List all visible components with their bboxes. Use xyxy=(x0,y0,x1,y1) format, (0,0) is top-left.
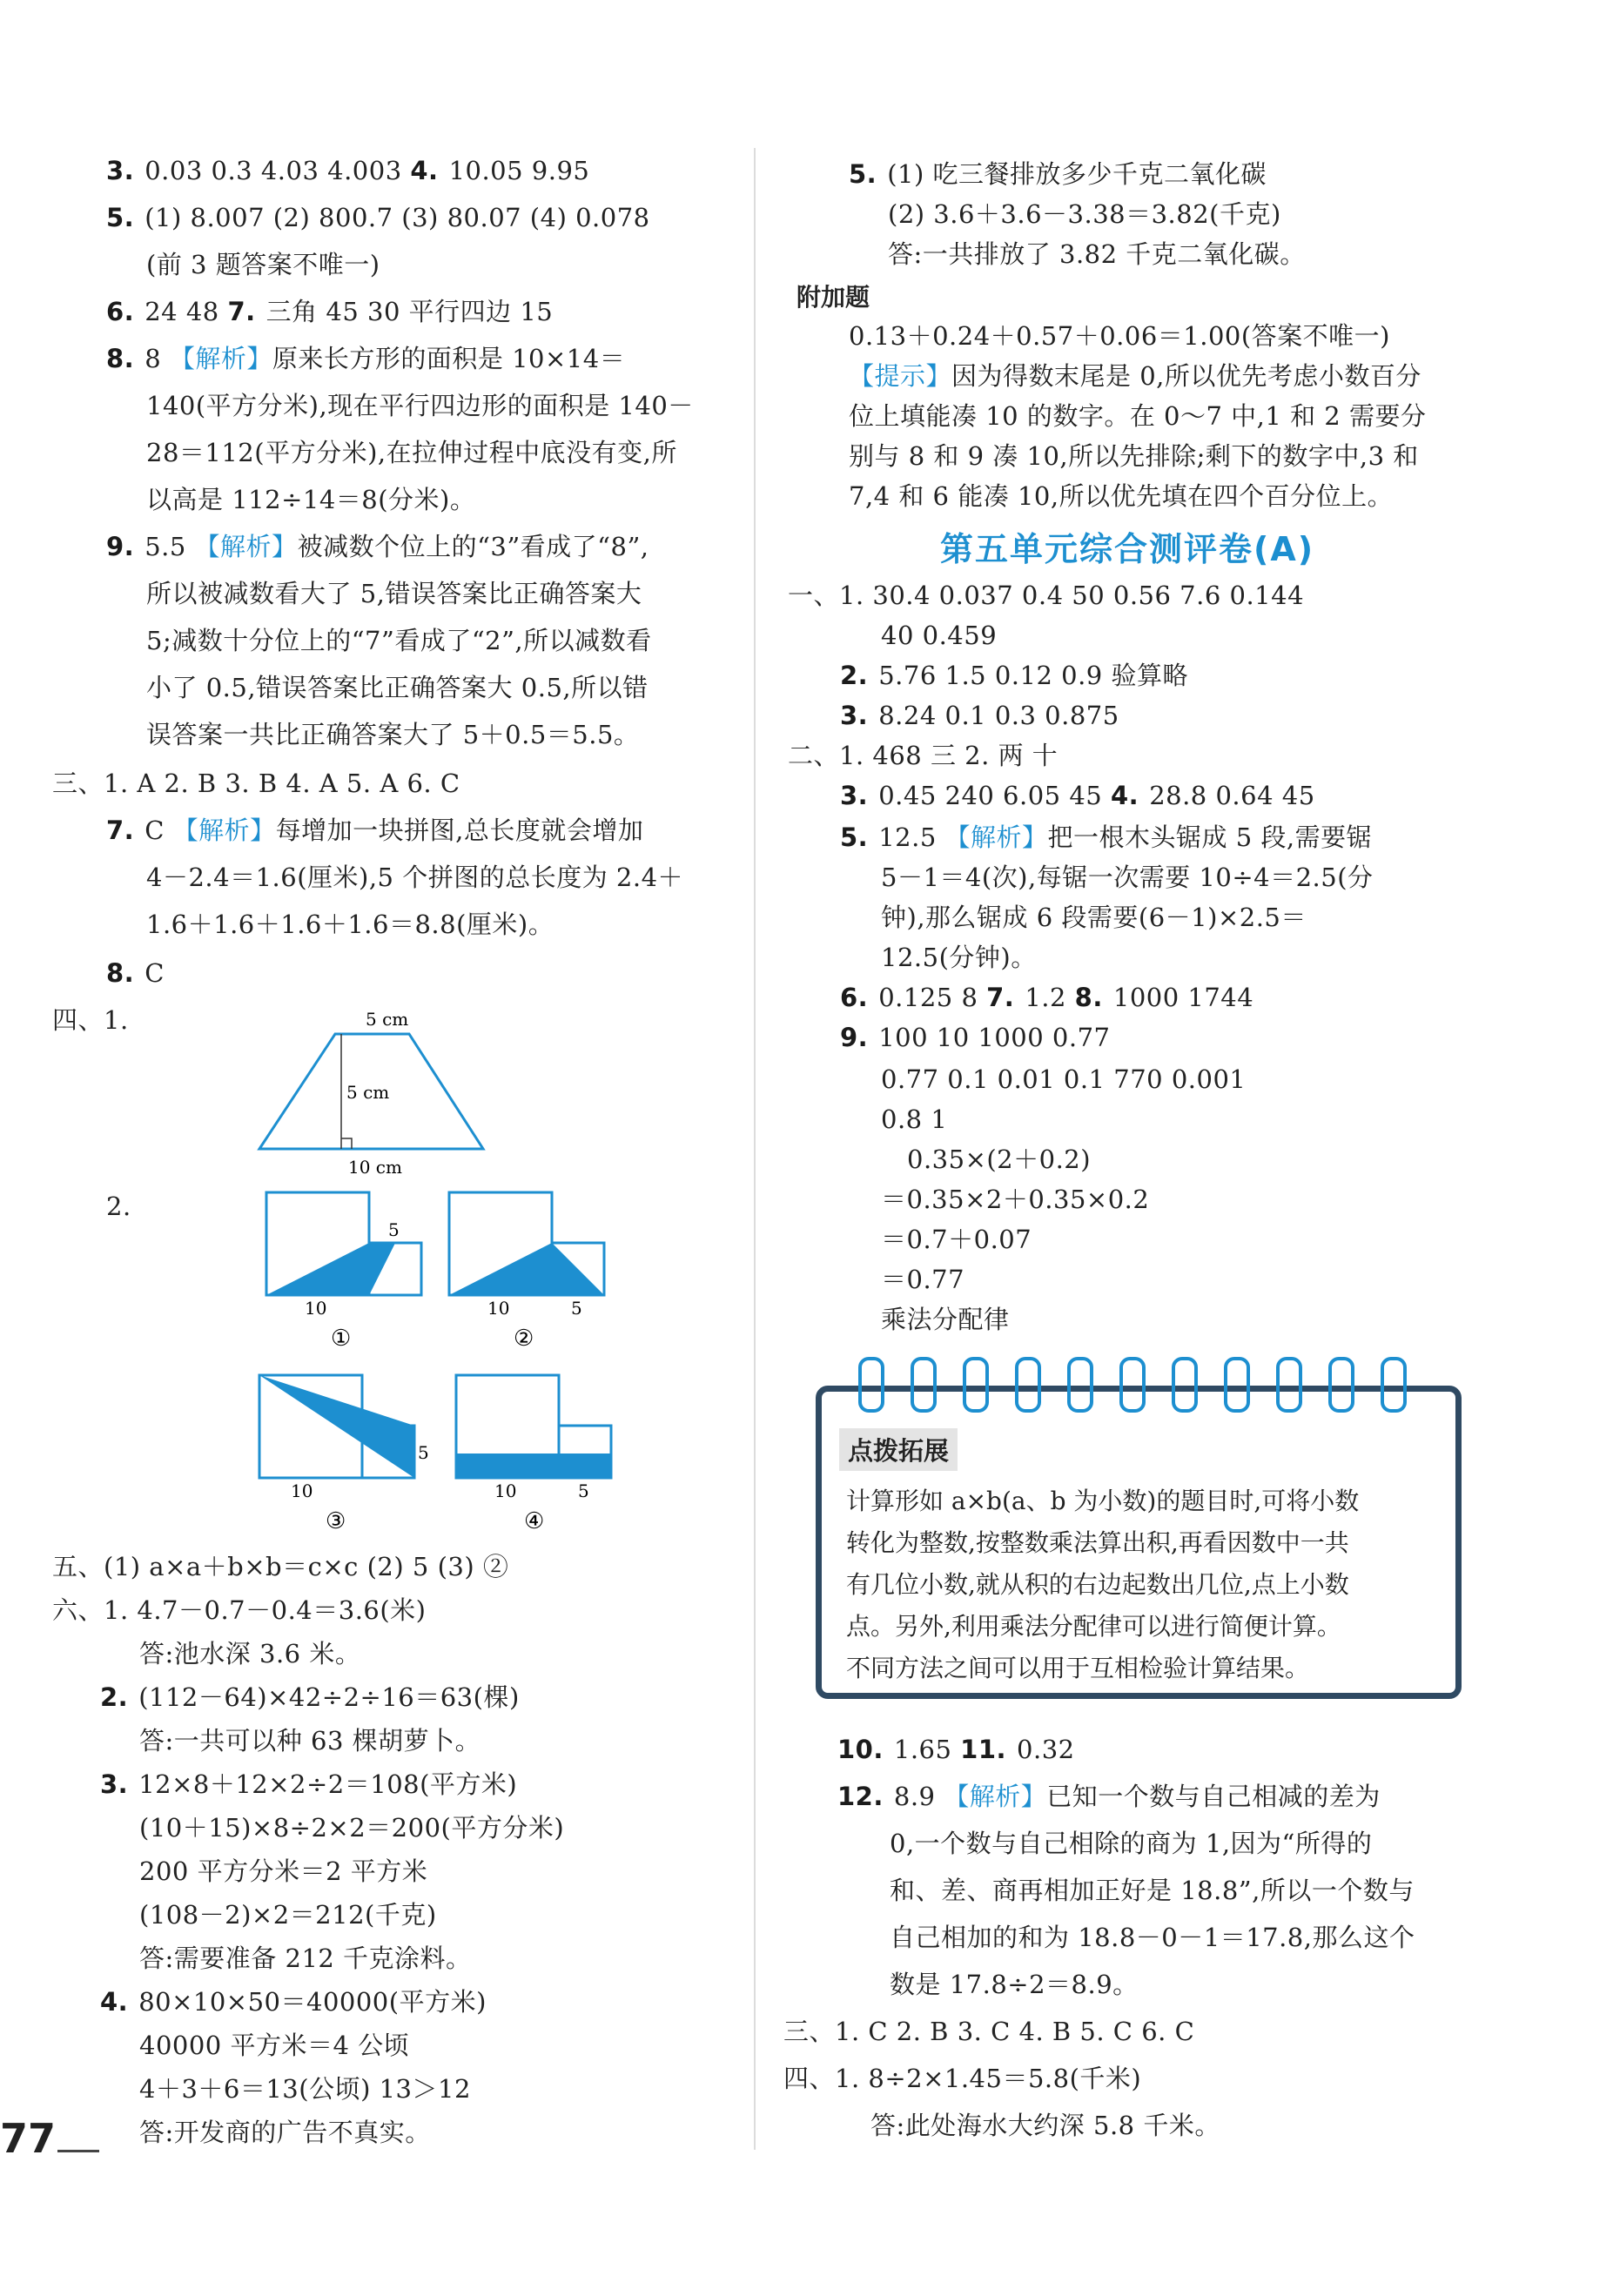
answer-line: 答:开发商的广告不真实。 xyxy=(139,2118,431,2147)
tip-title: 点拨拓展 xyxy=(839,1428,958,1471)
answer-line xyxy=(837,1732,1075,1767)
answer-text: 8 xyxy=(144,344,170,373)
answer-line: 乘法分配律 xyxy=(881,1305,1010,1334)
question-number: 3. xyxy=(840,781,869,810)
analysis-tag: 【解析】 xyxy=(172,816,276,845)
spiral-ring-icon xyxy=(1119,1357,1146,1413)
bottom-label: 10 cm xyxy=(348,1157,402,1178)
figure-4 xyxy=(442,1366,634,1541)
answer-text: 1.65 xyxy=(893,1735,961,1764)
section-title: 第五单元综合测评卷(A) xyxy=(940,530,1315,568)
hint-tag: 【提示】 xyxy=(849,361,952,391)
answer-line xyxy=(100,1984,487,2019)
shaded-region xyxy=(259,1375,414,1478)
answer-line: 12.5(分钟)。 xyxy=(881,943,1037,972)
answer-line: ＝0.77 xyxy=(881,1265,965,1294)
answer-line: 数是 17.8÷2＝8.9。 xyxy=(890,1970,1139,1999)
question-number: 3. xyxy=(100,1769,129,1799)
page-number: 77 xyxy=(0,2115,57,2162)
answer-text: C xyxy=(144,958,165,988)
answer-text: 0.03 0.3 4.03 4.003 xyxy=(144,156,411,185)
answer-text: 被减数个位上的“3”看成了“8”, xyxy=(297,532,649,561)
right-angle-mark xyxy=(341,1138,352,1149)
analysis-tag: 【解析】 xyxy=(194,532,298,561)
answer-line: 误答案一共比正确答案大了 5＋0.5＝5.5。 xyxy=(146,720,640,749)
answer-line: 和、差、商再相加正好是 18.8”,所以一个数与 xyxy=(890,1876,1415,1905)
spiral-ring-icon xyxy=(1381,1357,1407,1413)
answer-line: 答:池水深 3.6 米。 xyxy=(139,1639,361,1668)
answer-line xyxy=(106,341,625,376)
spiral-ring-icon xyxy=(858,1357,884,1413)
answer-line: 200 平方分米＝2 平方米 xyxy=(139,1856,428,1886)
answer-line: 自己相加的和为 18.8－0－1＝17.8,那么这个 xyxy=(890,1923,1415,1952)
bonus-heading: 附加题 xyxy=(796,283,870,312)
answer-text: 0.45 240 6.05 45 xyxy=(878,781,1111,810)
question-number: 2. xyxy=(100,1682,129,1712)
answer-line xyxy=(840,658,1188,693)
answer-text: 原来长方形的面积是 10×14＝ xyxy=(272,344,626,373)
spiral-ring-icon xyxy=(1276,1357,1302,1413)
answer-line: ＝0.7＋0.07 xyxy=(881,1225,1032,1254)
spiral-ring-icon xyxy=(963,1357,989,1413)
answer-line: 40000 平方米＝4 公顷 xyxy=(139,2031,410,2060)
tip-line: 点。另外,利用乘法分配律可以进行简便计算。 xyxy=(846,1612,1341,1641)
answer-text: 0.125 8 xyxy=(878,983,987,1012)
tip-line: 计算形如 a×b(a、b 为小数)的题目时,可将小数 xyxy=(846,1487,1360,1515)
answer-line xyxy=(106,153,589,188)
dimension-label: 5 xyxy=(418,1442,429,1463)
answer-text: 每增加一块拼图,总长度就会增加 xyxy=(275,816,644,845)
question-number: 6. xyxy=(840,983,869,1012)
answer-line: 六、1. 4.7－0.7－0.4＝3.6(米) xyxy=(52,1595,427,1625)
answer-line xyxy=(840,1020,1110,1055)
figure-caption: ② xyxy=(514,1326,534,1352)
figure-caption: ③ xyxy=(326,1508,346,1534)
answer-text: 100 10 1000 0.77 xyxy=(878,1023,1111,1052)
question-number: 7. xyxy=(106,816,135,845)
answer-line: 所以被减数看大了 5,错误答案比正确答案大 xyxy=(146,579,642,608)
answer-text: 24 48 xyxy=(144,297,228,326)
answer-line: 别与 8 和 9 凑 10,所以先排除;剩下的数字中,3 和 xyxy=(849,441,1419,471)
answer-line: 7,4 和 6 能凑 10,所以优先填在四个百分位上。 xyxy=(849,481,1394,511)
question-number: 6. xyxy=(106,297,135,326)
answer-line: 0.13＋0.24＋0.57＋0.06＝1.00(答案不唯一) xyxy=(849,321,1390,351)
answer-line: 答:此处海水大约深 5.8 千米。 xyxy=(870,2111,1220,2140)
answer-line: 1.6＋1.6＋1.6＋1.6＝8.8(厘米)。 xyxy=(146,910,554,939)
column-divider xyxy=(754,148,756,2150)
answer-text: C xyxy=(144,816,173,845)
question-number: 4. xyxy=(410,156,439,185)
tip-box xyxy=(816,1386,1462,1699)
question-number: 3. xyxy=(106,156,135,185)
answer-line: (2) 3.6＋3.6－3.38＝3.82(千克) xyxy=(888,199,1281,229)
figure-2 xyxy=(435,1184,627,1358)
answer-line: 答:需要准备 212 千克涂料。 xyxy=(139,1944,472,1973)
answer-line xyxy=(840,698,1119,733)
question-number: 5. xyxy=(849,159,877,189)
answer-line: 4＋3＋6＝13(公顷) 13＞12 xyxy=(139,2074,471,2104)
tip-line: 转化为整数,按整数乘法算出积,再看因数中一共 xyxy=(846,1528,1349,1557)
answer-line xyxy=(106,294,553,329)
answer-line: 0.8 1 xyxy=(881,1104,948,1134)
answer-text: 80×10×50＝40000(平方米) xyxy=(138,1987,487,2017)
answer-line xyxy=(100,1767,517,1802)
answer-line xyxy=(840,778,1315,813)
answer-line: ＝0.35×2＋0.35×0.2 xyxy=(881,1185,1150,1214)
spiral-ring-icon xyxy=(1224,1357,1250,1413)
answer-line xyxy=(100,1680,520,1715)
answer-line: 小了 0.5,错误答案比正确答案大 0.5,所以错 xyxy=(146,673,649,702)
answer-text: 1.2 xyxy=(1025,983,1075,1012)
answer-line: 五、(1) a×a＋b×b＝c×c (2) 5 (3) ② xyxy=(52,1552,509,1581)
answer-text: 5.5 xyxy=(144,532,195,561)
answer-line: 四、1. 8÷2×1.45＝5.8(千米) xyxy=(783,2064,1142,2093)
answer-text: 28.8 0.64 45 xyxy=(1149,781,1315,810)
answer-text: (1) 吃三餐排放多少千克二氧化碳 xyxy=(887,159,1267,189)
page-number-rule xyxy=(57,2150,99,2152)
answer-text: 0.32 xyxy=(1017,1735,1075,1764)
answer-line xyxy=(106,200,650,235)
answer-line: 三、1. C 2. B 3. C 4. B 5. C 6. C xyxy=(783,2017,1195,2046)
spiral-ring-icon xyxy=(1067,1357,1093,1413)
answer-line: 一、1. 30.4 0.037 0.4 50 0.56 7.6 0.144 xyxy=(788,581,1305,610)
answer-line: 以高是 112÷14＝8(分米)。 xyxy=(146,485,476,514)
question-number: 12. xyxy=(837,1782,884,1811)
answer-line: 钟),那么锯成 6 段需要(6－1)×2.5＝ xyxy=(881,903,1307,932)
answer-line: 140(平方分米),现在平行四边形的面积是 140－ xyxy=(146,391,694,420)
question-number: 2. xyxy=(840,661,869,690)
answer-text: 三角 45 30 平行四边 15 xyxy=(265,297,554,326)
spiral-ring-icon xyxy=(911,1357,937,1413)
answer-text: 10.05 9.95 xyxy=(448,156,590,185)
trapezoid-figure xyxy=(244,992,505,1184)
spiral-ring-icon xyxy=(1328,1357,1354,1413)
spiral-ring-icon xyxy=(1172,1357,1198,1413)
question-number: 9. xyxy=(840,1023,869,1052)
answer-line: 答:一共可以种 63 棵胡萝卜。 xyxy=(139,1726,481,1756)
dimension-label: 10 xyxy=(487,1298,510,1319)
answer-text: 12.5 xyxy=(878,822,945,852)
dimension-label: 5 xyxy=(388,1219,400,1240)
analysis-tag: 【解析】 xyxy=(169,344,272,373)
height-label: 5 cm xyxy=(346,1082,390,1103)
dimension-label: 5 xyxy=(571,1298,582,1319)
question-number: 5. xyxy=(840,822,869,852)
figure-1 xyxy=(252,1184,444,1358)
question-number: 8. xyxy=(106,958,135,988)
answer-text: 5.76 1.5 0.12 0.9 验算略 xyxy=(878,661,1188,690)
analysis-tag: 【解析】 xyxy=(944,1782,1047,1811)
shaded-region xyxy=(369,1243,395,1295)
answer-line xyxy=(106,813,643,848)
answer-line: 0,一个数与自己相除的商为 1,因为“所得的 xyxy=(890,1829,1373,1858)
top-label: 5 cm xyxy=(366,1009,409,1030)
answer-text: 1000 1744 xyxy=(1112,983,1254,1012)
figure-3 xyxy=(247,1366,439,1541)
answer-text: 因为得数末尾是 0,所以优先考虑小数百分 xyxy=(951,361,1421,391)
answer-text: 已知一个数与自己相减的差为 xyxy=(1046,1782,1381,1811)
answer-line: 28＝112(平方分米),在拉伸过程中底没有变,所 xyxy=(146,438,677,467)
dimension-label: 5 xyxy=(578,1480,589,1501)
figure-caption: ① xyxy=(331,1326,352,1352)
answer-line xyxy=(849,359,1421,393)
question-number: 7. xyxy=(986,983,1015,1012)
answer-line: 三、1. A 2. B 3. B 4. A 5. A 6. C xyxy=(52,769,460,798)
spiral-ring-icon xyxy=(1015,1357,1041,1413)
question-number: 7. xyxy=(227,297,256,326)
question-number: 11. xyxy=(960,1735,1007,1764)
answer-line: 5－1＝4(次),每锯一次需要 10÷4＝2.5(分 xyxy=(881,863,1374,892)
answer-text: 12×8＋12×2÷2＝108(平方米) xyxy=(138,1769,518,1799)
answer-text: (1) 8.007 (2) 800.7 (3) 80.07 (4) 0.078 xyxy=(144,203,650,232)
question-number: 4. xyxy=(1110,781,1139,810)
question-number: 9. xyxy=(106,532,135,561)
tip-line: 不同方法之间可以用于互相检验计算结果。 xyxy=(846,1654,1310,1682)
answer-line: 二、1. 468 三 2. 两 十 xyxy=(788,741,1059,770)
answer-line: (108－2)×2＝212(千克) xyxy=(139,1900,437,1930)
answer-text: 8.9 xyxy=(893,1782,944,1811)
answer-line xyxy=(849,157,1267,191)
answer-text: (112－64)×42÷2÷16＝63(棵) xyxy=(138,1682,520,1712)
dimension-label: 10 xyxy=(494,1480,517,1501)
answer-line xyxy=(106,956,165,990)
question-number: 10. xyxy=(837,1735,884,1764)
answer-line: 4－2.4＝1.6(厘米),5 个拼图的总长度为 2.4＋ xyxy=(146,863,684,892)
dimension-label: 10 xyxy=(305,1298,327,1319)
shaded-region xyxy=(456,1453,611,1478)
shaded-region xyxy=(449,1243,604,1295)
answer-line: (10＋15)×8÷2×2＝200(平方分米) xyxy=(139,1813,565,1843)
question-number: 8. xyxy=(106,344,135,373)
question-label: 2. xyxy=(106,1192,131,1221)
answer-line: 0.35×(2＋0.2) xyxy=(907,1145,1092,1174)
analysis-tag: 【解析】 xyxy=(944,822,1048,852)
answer-line: (前 3 题答案不唯一) xyxy=(146,250,380,279)
answer-line xyxy=(840,820,1372,855)
answer-line: 40 0.459 xyxy=(881,621,998,650)
question-number: 3. xyxy=(840,701,869,730)
answer-text: 8.24 0.1 0.3 0.875 xyxy=(878,701,1119,730)
answer-line: 答:一共排放了 3.82 千克二氧化碳。 xyxy=(888,239,1306,269)
answer-text: 把一根木头锯成 5 段,需要锯 xyxy=(1047,822,1373,852)
question-number: 5. xyxy=(106,203,135,232)
question-label: 四、1. xyxy=(52,1005,129,1035)
tip-line: 有几位小数,就从积的右边起数出几位,点上小数 xyxy=(846,1570,1349,1599)
question-number: 4. xyxy=(100,1987,129,2017)
answer-line: 0.77 0.1 0.01 0.1 770 0.001 xyxy=(881,1064,1247,1094)
answer-line xyxy=(840,980,1253,1015)
dimension-label: 10 xyxy=(291,1480,313,1501)
answer-line xyxy=(837,1779,1381,1814)
figure-caption: ④ xyxy=(524,1508,545,1534)
answer-line: 5;减数十分位上的“7”看成了“2”,所以减数看 xyxy=(146,626,652,655)
answer-line xyxy=(106,529,649,564)
answer-line: 位上填能凑 10 的数字。在 0～7 中,1 和 2 需要分 xyxy=(849,401,1427,431)
question-number: 8. xyxy=(1074,983,1103,1012)
